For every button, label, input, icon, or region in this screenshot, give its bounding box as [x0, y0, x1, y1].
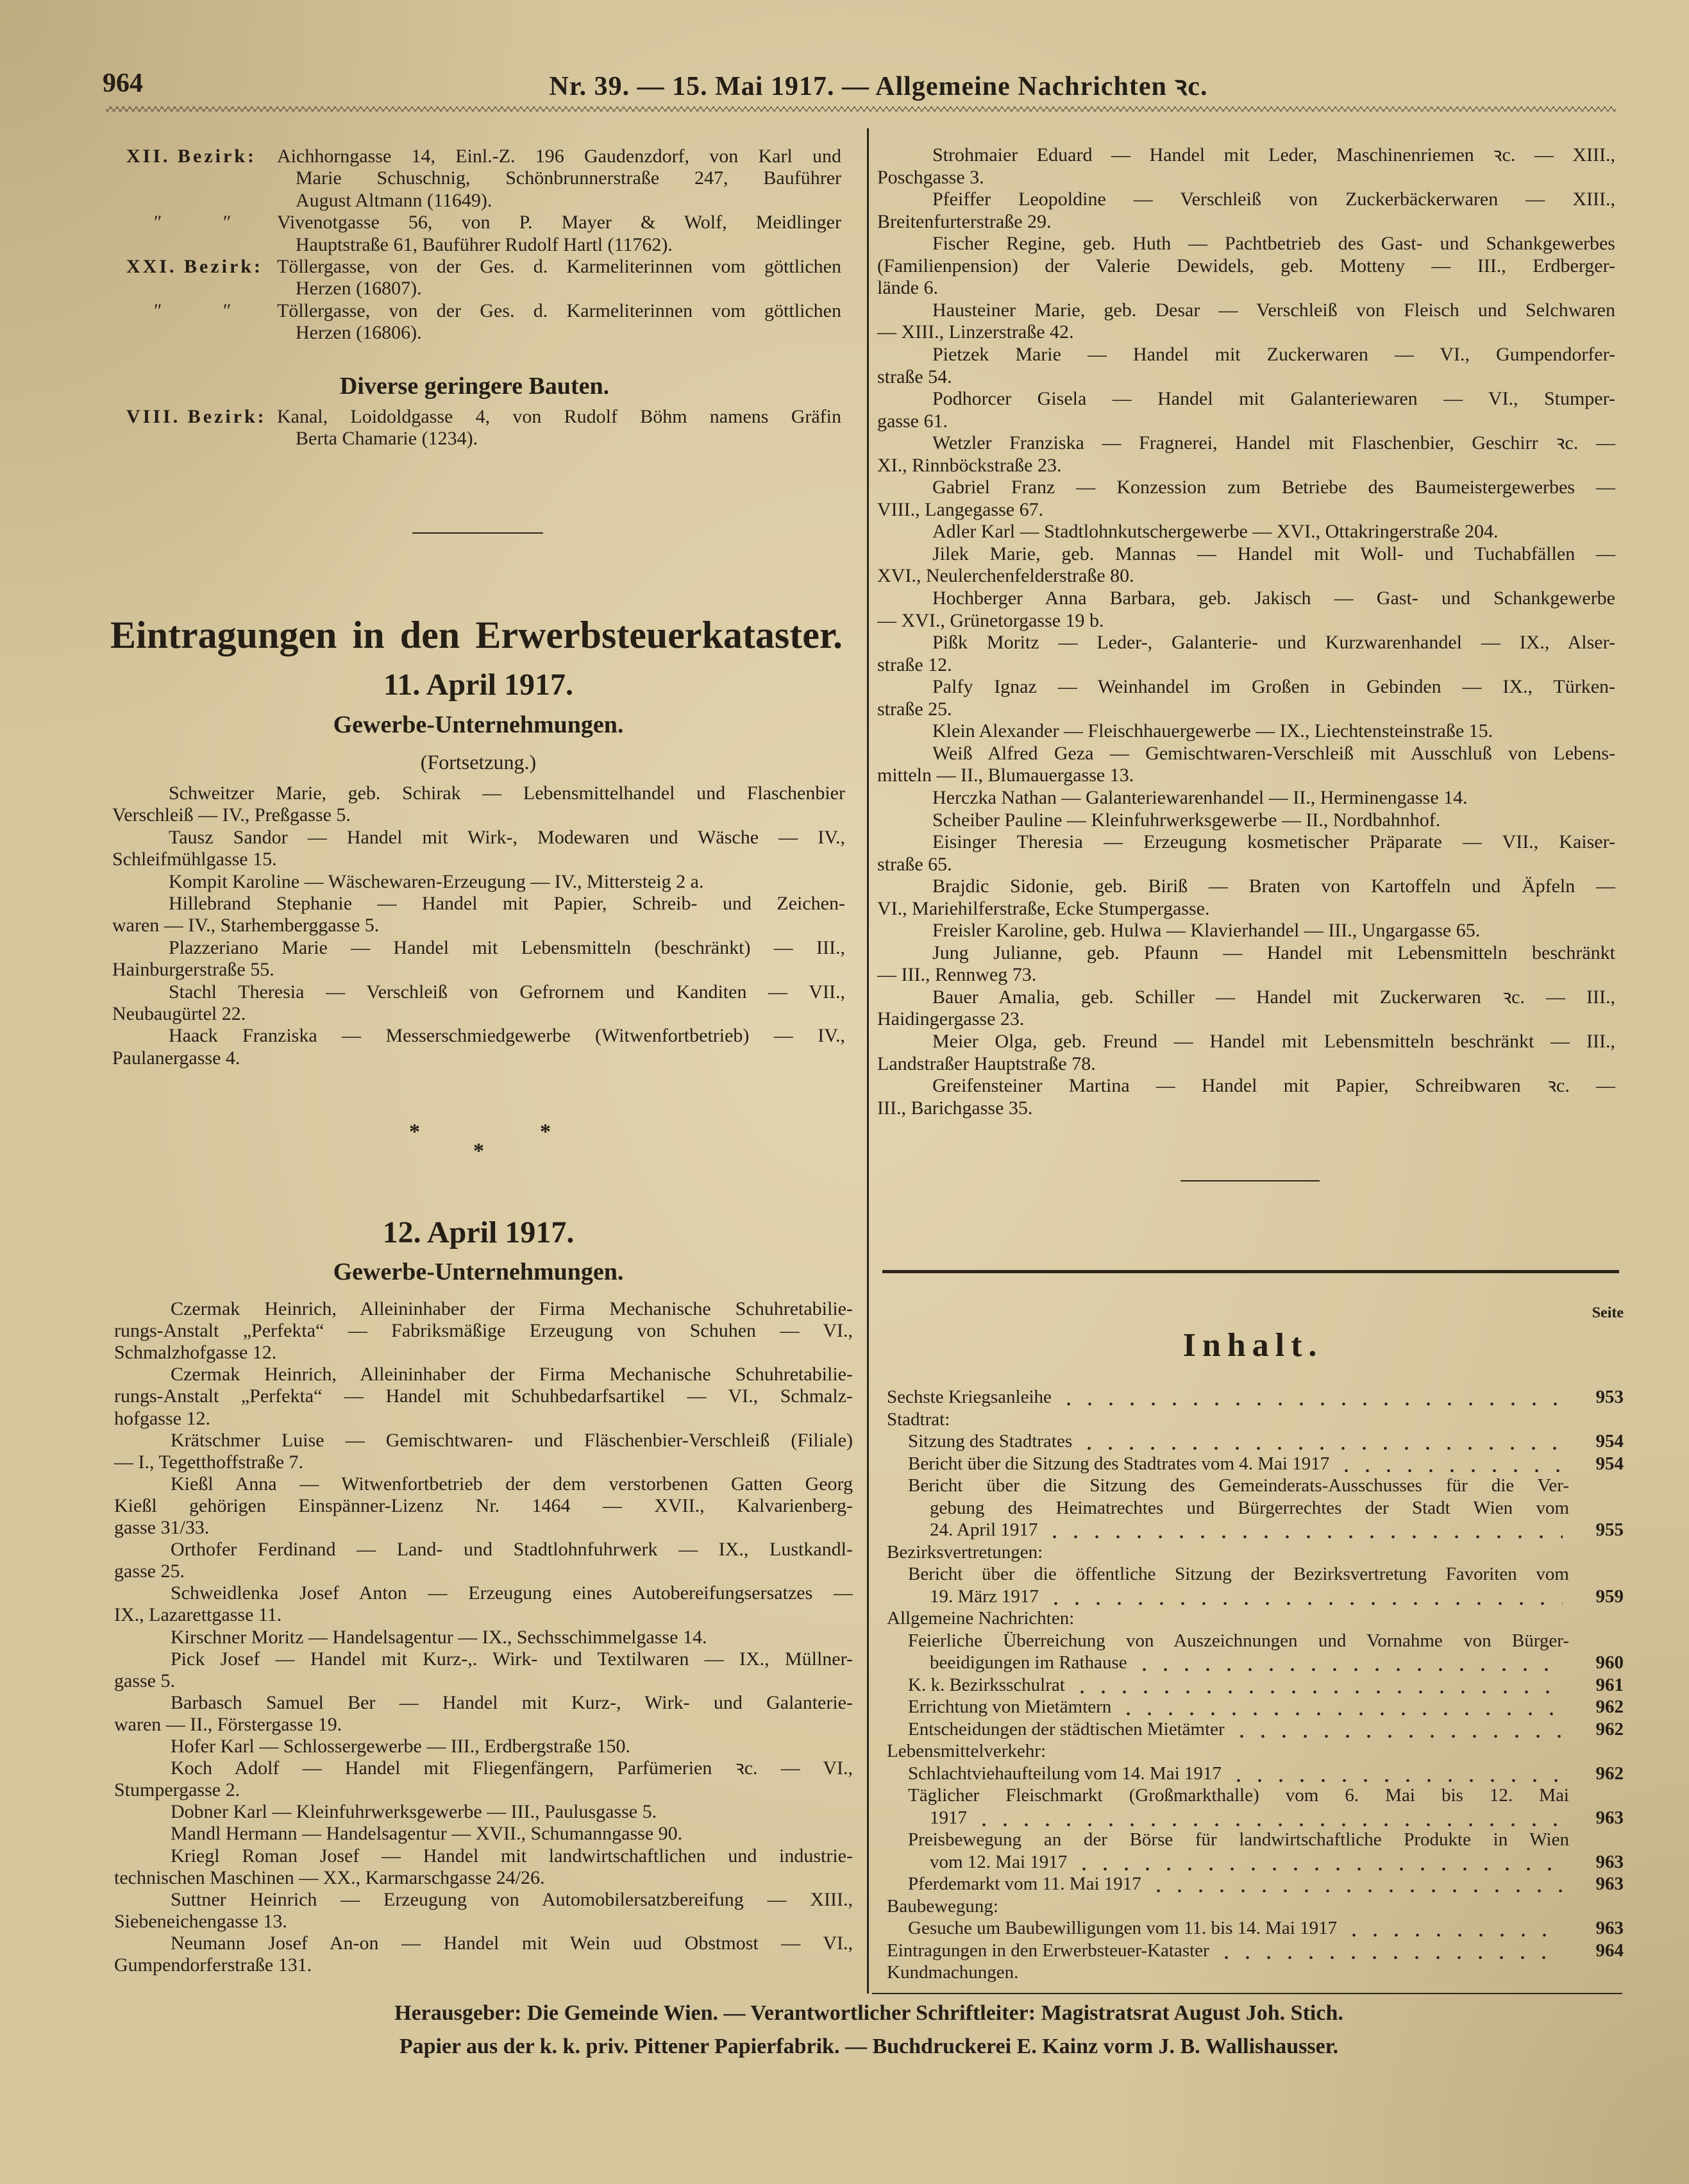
dot-leader	[973, 1807, 1563, 1829]
list-item-line: (Familienpension) der Valerie Dewidels, geb. Motteny — III., Erdberger-	[877, 255, 1615, 276]
list-item-line: Pick Josef — Handel mit Kurz-,. Wirk- und Textilwaren — IX., Müllner-	[171, 1648, 853, 1670]
toc-entry-line: Kundmachungen.	[887, 1962, 1019, 1983]
toc-page-number: 962	[1595, 1697, 1624, 1717]
list-item-line: Greifensteiner Martina — Handel mit Papier, Schreibwaren ꝛc. —	[932, 1075, 1615, 1097]
toc-page-number: 960	[1595, 1652, 1624, 1673]
list-item-line: Jung Julianne, geb. Pfaunn — Handel mit Lebensmitteln beschränkt	[932, 942, 1615, 963]
toc-title: Inhalt.	[1182, 1327, 1323, 1364]
list-item-line: Paulanergasse 4.	[112, 1047, 240, 1069]
list-item-line: Tausz Sandor — Handel mit Wirk-, Modewaren und Wäsche — IV.,	[169, 826, 845, 848]
ditto-mark: ″	[154, 212, 162, 233]
section-title: Eintragungen in den Erwerbsteuerkataster.	[110, 614, 843, 656]
toc-entry-text: K. k. Bezirksschulrat	[908, 1674, 1065, 1695]
list-item-line: mitteln — II., Blumauergasse 13.	[877, 765, 1134, 786]
right-separator-rule	[1181, 1180, 1320, 1181]
list-item-line: Schweidlenka Josef Anton — Erzeugung eines Autobereifungsersatzes —	[171, 1582, 853, 1604]
list-item-line: Strohmaier Eduard — Handel mit Leder, Maschinenriemen ꝛc. — XIII.,	[932, 144, 1615, 165]
list-item-line: XI., Rinnböckstraße 23.	[877, 454, 1062, 476]
toc-entry-text: Entscheidungen der städtischen Mietämter	[908, 1718, 1225, 1740]
toc-entry-line	[908, 1696, 1569, 1718]
list-item-line: straße 65.	[877, 853, 952, 875]
permit-line: Marie Schuschnig, Schönbrunnerstraße 247, Bauführer	[296, 167, 841, 189]
toc-entry-line: Bericht über die Sitzung des Gemeinderats-Ausschusses für die Ver-	[908, 1475, 1569, 1496]
list-item-line: Fischer Regine, geb. Huth — Pachtbetrieb des Gast- und Schankgewerbes	[932, 233, 1615, 255]
list-item-line: waren — IV., Starhemberggasse 5.	[112, 915, 380, 936]
list-item-line: Hillebrand Stephanie — Handel mit Papier, Schreib- und Zeichen-	[169, 893, 845, 914]
list-item-line: Kompit Karoline — Wäschewaren-Erzeugung — IV., Mittersteig 2 a.	[169, 870, 704, 892]
permit-line: Kanal, Loidoldgasse 4, von Rudolf Böhm namens Gräfin	[277, 406, 841, 427]
toc-page-number: 962	[1595, 1763, 1624, 1784]
list-item-line: rungs-Anstalt „Perfekta“ — Handel mit Schuhbedarfsartikel — VI., Schmalz-	[114, 1385, 853, 1407]
permit-line: Herzen (16807).	[296, 278, 422, 300]
list-item-line: Herczka Nathan — Galanteriewarenhandel — II., Herminengasse 14.	[932, 786, 1468, 808]
list-item-line: technischen Maschinen — XX., Karmarschgasse 24/26.	[114, 1867, 545, 1888]
dot-leader	[1071, 1674, 1563, 1696]
list-item-line: gasse 31/33.	[114, 1517, 210, 1538]
list-item-line: Plazzeriano Marie — Handel mit Lebensmitteln (beschränkt) — III.,	[169, 936, 845, 958]
list-item-line: Kriegl Roman Josef — Handel mit landwirtschaftlichen und industrie-	[171, 1845, 853, 1867]
list-item-line: XVI., Neulerchenfelderstraße 80.	[877, 565, 1134, 587]
list-item-line: Czermak Heinrich, Alleininhaber der Firma Mechanische Schuhretabilie-	[171, 1298, 853, 1319]
list-item-line: lände 6.	[877, 277, 938, 299]
list-item-line: Suttner Heinrich — Erzeugung von Automobilersatzbereifung — XIII.,	[171, 1888, 853, 1910]
toc-entry-line	[908, 1718, 1569, 1740]
toc-entry-text: Schlachtviehaufteilung vom 14. Mai 1917	[908, 1763, 1222, 1784]
toc-entry-text: Eintragungen in den Erwerbsteuer-Kataster	[887, 1940, 1209, 1961]
asterisk: *	[540, 1120, 551, 1144]
toc-entry-text: Gesuche um Baubewilligungen vom 11. bis 14. Mai 1917	[908, 1918, 1338, 1938]
toc-entry-text: 1917	[930, 1807, 967, 1828]
list-item-line: — I., Tegetthoffstraße 7.	[114, 1451, 304, 1473]
toc-bottom-rule	[872, 1993, 1622, 1994]
list-item-line: Haidingergasse 23.	[877, 1008, 1025, 1030]
list-item-line: Koch Adolf — Handel mit Fliegenfängern, Parfümerien ꝛc. — VI.,	[171, 1757, 853, 1779]
header-wavy-rule	[106, 106, 1616, 112]
list-item-line: hofgasse 12.	[114, 1407, 210, 1429]
toc-entry-text: vom 12. Mai 1917	[930, 1851, 1068, 1872]
list-item-line: Pfeiffer Leopoldine — Verschleiß von Zuckerbäckerwaren — XIII.,	[932, 189, 1615, 210]
list-item-line: Meier Olga, geb. Freund — Handel mit Lebensmitteln beschränkt — III.,	[932, 1031, 1615, 1052]
page-header-title: Nr. 39. — 15. Mai 1917. — Allgemeine Nachrichten ꝛc.	[549, 72, 1208, 101]
list-item-line: Hochberger Anna Barbara, geb. Jakisch — Gast- und Schankgewerbe	[932, 588, 1615, 609]
toc-page-number: 964	[1595, 1940, 1624, 1961]
list-item-line: Kirschner Moritz — Handelsagentur — IX., Sechsschimmelgasse 14.	[171, 1626, 707, 1648]
list-item-line: straße 54.	[877, 366, 952, 387]
toc-entry-line	[887, 1940, 1569, 1961]
dot-leader	[1118, 1696, 1563, 1718]
toc-entry-line: Täglicher Fleischmarkt (Großmarkthalle) vom 6. Mai bis 12. Mai	[908, 1785, 1569, 1806]
list-item-line: Weiß Alfred Geza — Gemischtwaren-Verschleiß mit Ausschluß von Lebens-	[932, 742, 1615, 764]
permit-line: Aichhorngasse 14, Einl.-Z. 196 Gaudenzdorf, von Karl und	[277, 146, 841, 167]
list-item-line: Stumpergasse 2.	[114, 1779, 240, 1801]
list-item-line: Wetzler Franziska — Fragnerei, Handel mit Flaschenbier, Geschirr ꝛc. —	[932, 432, 1615, 454]
april12-subheading: Gewerbe-Unternehmungen.	[333, 1258, 624, 1285]
list-item-line: Palfy Ignaz — Weinhandel im Großen in Gebinden — IX., Türken-	[932, 676, 1615, 698]
section-separator-rule	[412, 532, 543, 534]
list-item-line: Schmalzhofgasse 12.	[114, 1342, 277, 1364]
footer-publisher-line: Herausgeber: Die Gemeinde Wien. — Verantwortlicher Schriftleiter: Magistratsrat August Joh. Stich.	[394, 2001, 1343, 2025]
toc-page-number: 963	[1595, 1918, 1624, 1938]
toc-entry-line: gebung des Heimatrechtes und Bürgerrechtes der Stadt Wien vom	[930, 1497, 1569, 1518]
list-item-line: Siebeneichengasse 13.	[114, 1910, 287, 1932]
toc-entry-line	[930, 1652, 1569, 1673]
permit-line: Töllergasse, von der Ges. d. Karmeliterinnen vom göttlichen	[277, 300, 841, 321]
permit-line: Töllergasse, von der Ges. d. Karmeliterinnen vom göttlichen	[277, 256, 841, 277]
toc-entry-line	[908, 1453, 1569, 1475]
toc-entry-line: Baubewegung:	[887, 1895, 998, 1917]
list-item-line: Gabriel Franz — Konzession zum Betriebe des Baumeistergewerbes —	[932, 477, 1615, 498]
list-item-line: gasse 5.	[114, 1670, 175, 1691]
april12-date-heading: 12. April 1917.	[382, 1215, 575, 1249]
dot-leader	[1228, 1763, 1563, 1784]
footer-printer-line: Papier aus der k. k. priv. Pittener Papierfabrik. — Buchdruckerei E. Kainz vorm J. B. Wallishausser.	[399, 2035, 1339, 2058]
toc-entry-line: Allgemeine Nachrichten:	[887, 1608, 1075, 1629]
april11-subheading: Gewerbe-Unternehmungen.	[333, 711, 624, 738]
list-item-line: Breitenfurterstraße 29.	[877, 210, 1052, 232]
list-item-line: Mandl Hermann — Handelsagentur — XVII., Schumanngasse 90.	[171, 1823, 683, 1845]
list-item-line: straße 25.	[877, 698, 952, 720]
list-item-line: Jilek Marie, geb. Mannas — Handel mit Woll- und Tuchabfällen —	[932, 543, 1615, 564]
toc-entry-line	[908, 1873, 1569, 1895]
toc-entry-text: Sitzung des Stadtrates	[908, 1431, 1073, 1452]
list-item-line: Krätschmer Luise — Gemischtwaren- und Fläschenbier-Verschleiß (Filiale)	[171, 1429, 853, 1451]
toc-page-number: 954	[1595, 1453, 1624, 1474]
toc-page-number: 961	[1595, 1674, 1624, 1695]
toc-page-number: 962	[1595, 1718, 1624, 1740]
district-label: VIII. Bezirk:	[126, 406, 267, 427]
toc-entry-line	[908, 1917, 1569, 1939]
list-item-line: Stachl Theresia — Verschleiß von Gefrornem und Kanditen — VII.,	[169, 981, 845, 1003]
toc-entry-line: Bericht über die öffentliche Sitzung der Bezirksvertretung Favoriten vom	[908, 1564, 1569, 1584]
toc-page-number: 963	[1595, 1807, 1624, 1828]
toc-page-number: 953	[1595, 1387, 1624, 1407]
toc-entry-line	[930, 1851, 1569, 1873]
list-item-line: Schweitzer Marie, geb. Schirak — Lebensmittelhandel und Flaschenbier	[169, 783, 845, 804]
list-item-line: Neumann Josef An-on — Handel mit Wein uud Obstmost — VI.,	[171, 1932, 853, 1954]
list-item-line: Neubaugürtel 22.	[112, 1003, 246, 1024]
list-item-line: IX., Lazarettgasse 11.	[114, 1604, 282, 1626]
list-item-line: Kießl gehörigen Einspänner-Lizenz Nr. 1464 — XVII., Kalvarienberg-	[114, 1494, 853, 1516]
ditto-mark: ″	[223, 212, 231, 233]
list-item-line: Dobner Karl — Kleinfuhrwerksgewerbe — III., Paulusgasse 5.	[171, 1801, 657, 1823]
list-item-line: VIII., Langegasse 67.	[877, 498, 1044, 520]
continuation-note: (Fortsetzung.)	[420, 750, 537, 774]
dot-leader	[1079, 1430, 1563, 1452]
diverse-heading: Diverse geringere Bauten.	[339, 373, 610, 400]
toc-page-number: 963	[1595, 1874, 1624, 1894]
list-item-line: Hainburgerstraße 55.	[112, 959, 274, 981]
list-item-line: Podhorcer Gisela — Handel mit Galanteriewaren — VI., Stumper-	[932, 388, 1615, 410]
list-item-line: Eisinger Theresia — Erzeugung kosmetischer Präparate — VII., Kaiser-	[932, 831, 1615, 853]
toc-entry-text: 19. März 1917	[930, 1586, 1039, 1607]
list-item-line: — XVI., Grünetorgasse 19 b.	[877, 609, 1104, 631]
toc-page-number: 954	[1595, 1431, 1624, 1452]
permit-line: August Altmann (11649).	[296, 189, 492, 211]
dot-leader	[1231, 1718, 1563, 1740]
permit-line: Herzen (16806).	[296, 322, 422, 344]
toc-entry-line	[908, 1430, 1569, 1452]
district-label: XXI. Bezirk:	[126, 256, 263, 277]
toc-page-column-label: Seite	[1592, 1305, 1624, 1321]
list-item-line: Barbasch Samuel Ber — Handel mit Kurz-, Wirk- und Galanterie-	[171, 1691, 853, 1713]
list-item-line: Poschgasse 3.	[877, 166, 984, 188]
list-item-line: gasse 61.	[877, 410, 948, 432]
ditto-mark: ″	[154, 300, 162, 321]
asterisk: *	[409, 1120, 420, 1144]
toc-top-rule	[882, 1270, 1619, 1273]
column-divider	[867, 128, 869, 1994]
toc-entry-line	[930, 1519, 1569, 1541]
list-item-line: Gumpendorferstraße 131.	[114, 1954, 312, 1976]
toc-entry-line: Lebensmittelverkehr:	[887, 1741, 1046, 1761]
toc-entry-line: Bezirksvertretungen:	[887, 1541, 1043, 1562]
list-item-line: Klein Alexander — Fleischhauergewerbe — IX., Liechtensteinstraße 15.	[932, 720, 1493, 742]
permit-line: Hauptstraße 61, Bauführer Rudolf Hartl (11762).	[296, 233, 673, 255]
list-item-line: Hofer Karl — Schlossergewerbe — III., Erdbergstraße 150.	[171, 1736, 630, 1757]
list-item-line: Freisler Karoline, geb. Hulwa — Klavierhandel — III., Ungargasse 65.	[932, 920, 1481, 942]
toc-entry-text: beeidigungen im Rathause	[930, 1652, 1127, 1673]
dot-leader	[1058, 1386, 1563, 1408]
list-item-line: Pietzek Marie — Handel mit Zuckerwaren — VI., Gumpendorfer-	[932, 343, 1615, 365]
dot-leader	[1343, 1917, 1563, 1939]
list-item-line: Schleifmühlgasse 15.	[112, 849, 277, 870]
list-item-line: Verschleiß — IV., Preßgasse 5.	[112, 804, 351, 826]
dot-leader	[1336, 1453, 1563, 1475]
list-item-line: Kießl Anna — Witwenfortbetrieb der dem verstorbenen Gatten Georg	[171, 1473, 853, 1494]
toc-entry-text: Bericht über die Sitzung des Stadtrates vom 4. Mai 1917	[908, 1453, 1330, 1474]
list-item-line: Czermak Heinrich, Alleininhaber der Firma Mechanische Schuhretabilie-	[171, 1364, 853, 1385]
list-item-line: Pißk Moritz — Leder-, Galanterie- und Kurzwarenhandel — IX., Alser-	[932, 632, 1615, 654]
page-number: 964	[103, 69, 143, 98]
list-item-line: Brajdic Sidonie, geb. Biriß — Braten von Kartoffeln und Äpfeln —	[932, 876, 1615, 897]
toc-entry-line	[908, 1763, 1569, 1784]
dot-leader	[1134, 1652, 1563, 1673]
toc-entry-line	[908, 1674, 1569, 1696]
ditto-mark: ″	[223, 300, 231, 321]
list-item-line: waren — II., Förstergasse 19.	[114, 1713, 342, 1735]
toc-entry-text: Pferdemarkt vom 11. Mai 1917	[908, 1874, 1141, 1894]
list-item-line: — XIII., Linzerstraße 42.	[877, 321, 1074, 343]
dot-leader	[1044, 1519, 1563, 1541]
dot-leader	[1045, 1586, 1563, 1607]
list-item-line: III., Barichgasse 35.	[877, 1097, 1033, 1119]
toc-entry-line: Stadtrat:	[887, 1409, 950, 1430]
list-item-line: — III., Rennweg 73.	[877, 964, 1037, 986]
toc-page-number: 963	[1595, 1851, 1624, 1872]
asterisk: *	[473, 1139, 484, 1163]
toc-entry-line	[930, 1807, 1569, 1829]
permit-line: Berta Chamarie (1234).	[296, 428, 478, 449]
permit-line: Vivenotgasse 56, von P. Mayer & Wolf, Meidlinger	[277, 212, 841, 233]
list-item-line: gasse 25.	[114, 1561, 185, 1582]
dot-leader	[1148, 1873, 1563, 1895]
list-item-line: straße 12.	[877, 654, 952, 675]
toc-entry-line	[930, 1586, 1569, 1607]
list-item-line: Bauer Amalia, geb. Schiller — Handel mit Zuckerwaren ꝛc. — III.,	[932, 986, 1615, 1008]
toc-entry-text: Sechste Kriegsanleihe	[887, 1387, 1052, 1407]
list-item-line: VI., Mariehilferstraße, Ecke Stumpergasse.	[877, 897, 1210, 919]
toc-page-number: 959	[1595, 1586, 1624, 1607]
toc-page-number: 955	[1595, 1519, 1624, 1540]
list-item-line: Orthofer Ferdinand — Land- und Stadtlohnfuhrwerk — IX., Lustkandl-	[171, 1539, 853, 1561]
toc-entry-text: 24. April 1917	[930, 1519, 1038, 1540]
april11-date-heading: 11. April 1917.	[383, 668, 574, 702]
dot-leader	[1216, 1940, 1563, 1961]
toc-entry-text: Errichtung von Mietämtern	[908, 1697, 1112, 1717]
toc-entry-line	[887, 1386, 1569, 1408]
district-label: XII. Bezirk:	[126, 146, 256, 167]
toc-entry-line: Feierliche Überreichung von Auszeichnungen und Vornahme von Bürger-	[908, 1630, 1569, 1651]
toc-entry-line: Preisbewegung an der Börse für landwirtschaftliche Produkte in Wien	[908, 1829, 1569, 1850]
list-item-line: Landstraßer Hauptstraße 78.	[877, 1053, 1096, 1074]
list-item-line: rungs-Anstalt „Perfekta“ — Fabriksmäßige Erzeugung von Schuhen — VI.,	[114, 1320, 853, 1342]
list-item-line: Haack Franziska — Messerschmiedgewerbe (Witwenfortbetrieb) — IV.,	[169, 1025, 845, 1047]
list-item-line: Scheiber Pauline — Kleinfuhrwerksgewerbe — II., Nordbahnhof.	[932, 809, 1441, 831]
dot-leader	[1073, 1851, 1563, 1873]
list-item-line: Hausteiner Marie, geb. Desar — Verschleiß von Fleisch und Selchwaren	[932, 299, 1615, 321]
list-item-line: Adler Karl — Stadtlohnkutschergewerbe — XVI., Ottakringerstraße 204.	[932, 521, 1499, 543]
